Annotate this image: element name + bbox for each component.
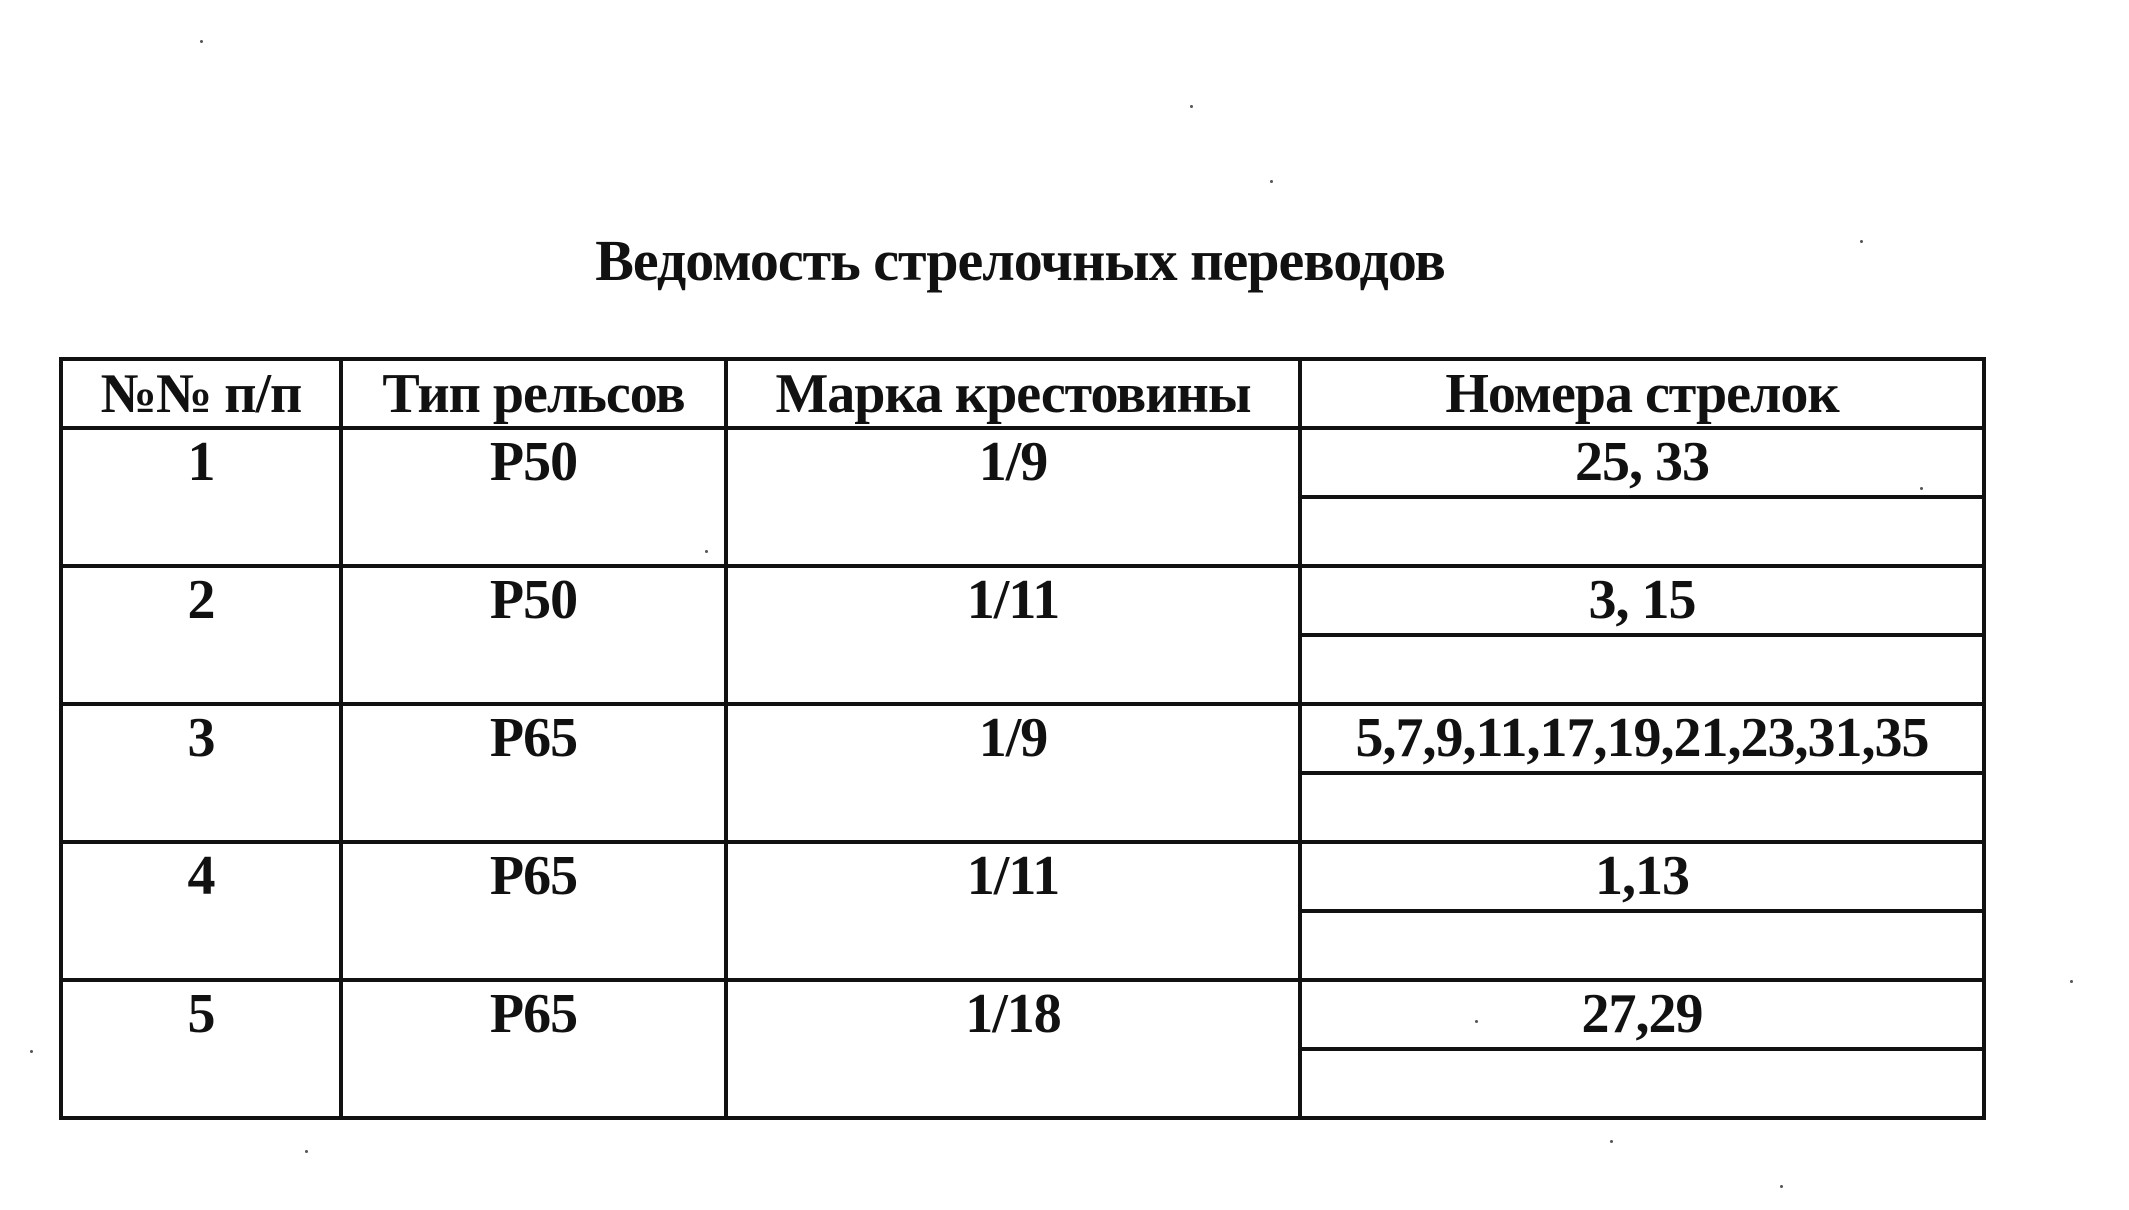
scan-speck — [1475, 1020, 1478, 1023]
table-row — [61, 428, 1984, 497]
cell-frog-mark: 1/9 — [726, 428, 1300, 566]
header-rail-type: Тип рельсов — [341, 359, 726, 428]
scan-speck — [30, 1050, 33, 1053]
scan-speck — [705, 550, 708, 553]
table-row — [61, 980, 1984, 1049]
scan-speck — [2070, 980, 2073, 983]
cell-rail-type: Р50 — [341, 428, 726, 566]
header-frog-mark: Марка крестовины — [726, 359, 1300, 428]
cell-switch-numbers: 27,29 — [1300, 980, 1984, 1049]
cell-number: 2 — [61, 566, 341, 704]
cell-frog-mark: 1/18 — [726, 980, 1300, 1118]
cell-frog-mark: 1/9 — [726, 704, 1300, 842]
cell-number: 1 — [61, 428, 341, 566]
cell-rail-type: Р50 — [341, 566, 726, 704]
page-title: Ведомость стрелочных переводов — [595, 228, 1445, 293]
table-row — [61, 842, 1984, 911]
scan-speck — [1610, 1140, 1613, 1143]
cell-frog-mark: 1/11 — [726, 842, 1300, 980]
table-row — [61, 566, 1984, 635]
cell-frog-mark: 1/11 — [726, 566, 1300, 704]
scan-speck — [1270, 180, 1273, 183]
cell-switch-numbers-extra — [1300, 635, 1984, 704]
cell-number: 3 — [61, 704, 341, 842]
cell-number: 5 — [61, 980, 341, 1118]
cell-switch-numbers-extra — [1300, 497, 1984, 566]
cell-switch-numbers-extra — [1300, 1049, 1984, 1118]
cell-switch-numbers-extra — [1300, 773, 1984, 842]
cell-switch-numbers: 3, 15 — [1300, 566, 1984, 635]
scan-speck — [1860, 240, 1863, 243]
scan-speck — [1780, 1185, 1783, 1188]
table-header-row — [61, 359, 1984, 428]
scan-speck — [1190, 105, 1193, 108]
header-number: №№ п/п — [61, 359, 341, 428]
cell-switch-numbers: 5,7,9,11,17,19,21,23,31,35 — [1300, 704, 1984, 773]
cell-rail-type: Р65 — [341, 842, 726, 980]
cell-rail-type: Р65 — [341, 980, 726, 1118]
scan-speck — [1920, 487, 1923, 490]
cell-switch-numbers-extra — [1300, 911, 1984, 980]
scan-speck — [200, 40, 203, 43]
scan-speck — [305, 1150, 308, 1153]
cell-rail-type: Р65 — [341, 704, 726, 842]
switch-ledger-table — [59, 357, 1986, 1120]
table-row — [61, 704, 1984, 773]
cell-number: 4 — [61, 842, 341, 980]
cell-switch-numbers: 25, 33 — [1300, 428, 1984, 497]
cell-switch-numbers: 1,13 — [1300, 842, 1984, 911]
header-switch-numbers: Номера стрелок — [1300, 359, 1984, 428]
